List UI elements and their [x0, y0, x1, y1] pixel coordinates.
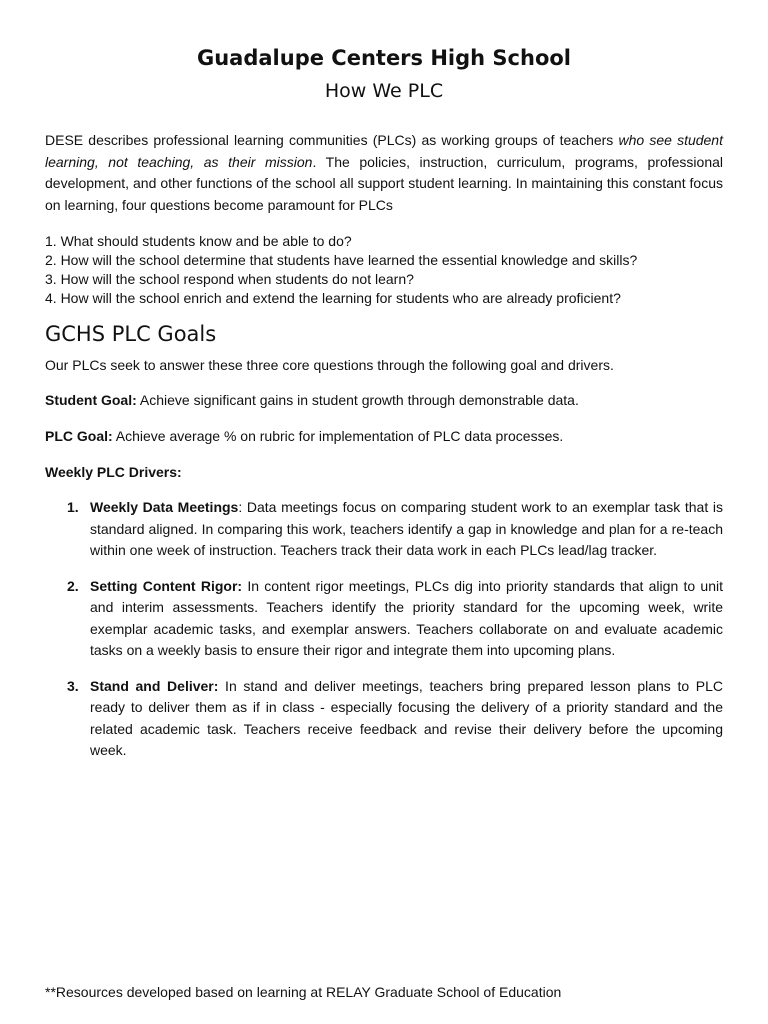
question-item: 2. How will the school determine that students have learned the essential knowledge and skills? — [45, 252, 638, 268]
driver-text: : Data meetings focus on comparing student work to an exemplar task that is standard aligned. In comparing this work, teachers identify a gap in knowledge and plan for a re-teach within one week of instruction. Teachers track their data work in each PLCs lead/lag tracker. — [90, 499, 724, 558]
question-item: 3. How will the school respond when students do not learn? — [45, 271, 414, 287]
drivers-heading: Weekly PLC Drivers: — [45, 464, 182, 480]
intro-paragraph — [45, 130, 723, 216]
document-title: Guadalupe Centers High School — [197, 46, 571, 70]
driver-label: Stand and Deliver: — [90, 677, 219, 694]
goals-heading: GCHS PLC Goals — [45, 322, 217, 346]
student-goal — [45, 390, 723, 410]
plc-goal-label: PLC Goal: — [45, 428, 113, 444]
driver-item — [45, 576, 723, 662]
intro-text-1: DESE describes professional learning communities (PLCs) as working groups of teachers — [45, 132, 619, 148]
driver-label: Setting Content Rigor: — [90, 577, 243, 594]
footer-note: **Resources developed based on learning at RELAY Graduate School of Education — [45, 984, 562, 1000]
driver-text: In stand and deliver meetings, teachers bring prepared lesson plans to PLC ready to deliver them as if in class - especially focusing the delivery of a priority standard and the related academic task. Teachers receive feedback and revise their delivery before the upcoming week. — [90, 677, 723, 758]
core-questions-list — [45, 232, 723, 308]
plc-goal — [45, 426, 723, 446]
driver-number: 1. — [67, 499, 79, 515]
question-item: 4. How will the school enrich and extend the learning for students who are already proficient? — [45, 290, 621, 306]
driver-number: 3. — [67, 677, 79, 694]
intro-text-2: . The policies, instruction, curriculum, programs, professional development, and other functions of the school all support student learning. In maintaining this constant focus on learning, four questions become paramount for PLCs — [45, 153, 723, 213]
intro-emphasis: who see student learning, not teaching, as their mission — [45, 132, 723, 170]
student-goal-text: Achieve significant gains in student growth through demonstrable data. — [136, 392, 579, 408]
plc-goal-text: Achieve average % on rubric for implementation of PLC data processes. — [112, 428, 564, 444]
student-goal-label: Student Goal: — [45, 392, 137, 408]
driver-label: Weekly Data Meetings — [90, 499, 239, 515]
document-subtitle: How We PLC — [324, 80, 444, 102]
goals-lead: Our PLCs seek to answer these three core questions through the following goal and drivers. — [45, 357, 614, 373]
driver-item — [45, 497, 723, 562]
driver-item — [45, 676, 723, 762]
driver-number: 2. — [67, 577, 79, 594]
question-item: 1. What should students know and be able to do? — [45, 233, 352, 249]
drivers-list — [45, 497, 723, 776]
driver-text: In content rigor meetings, PLCs dig into priority standards that align to unit and interim assessments. Teachers identify the priority standard for the upcoming week, write exemplar academic tasks, and exemplar answers. Teachers collaborate on and evaluate academic tasks on a weekly basis to ensure their rigor and integrate them into upcoming plans. — [90, 577, 724, 658]
